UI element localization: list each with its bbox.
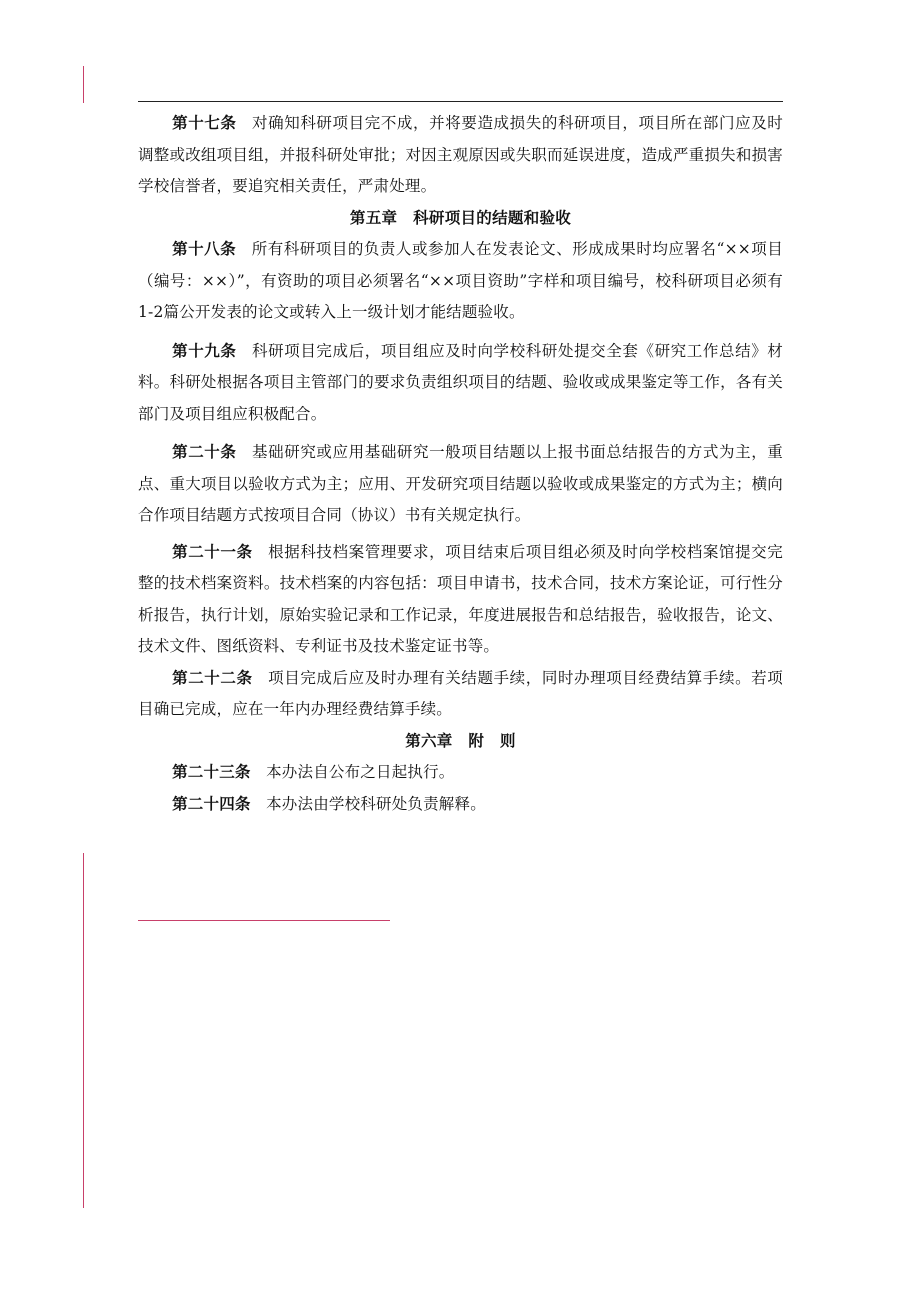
article-label: 第二十一条	[172, 542, 253, 561]
article-label: 第十七条	[172, 114, 237, 132]
article-21	[138, 537, 783, 663]
chapter-5-heading: 第五章 科研项目的结题和验收	[349, 208, 572, 227]
article-24	[138, 789, 783, 821]
article-text: 所有科研项目的负责人或参加人在发表论文、形成成果时均应署名“××项目（编号：××）”，有资助的项目必须署名“××项目资助”字样和项目编号，校科研项目必须有1-2篇公开发表的论文或转入上一级计划才能结题验收。	[138, 240, 783, 321]
chapter-6-heading: 第六章 附 则	[405, 731, 516, 750]
article-label: 第十九条	[172, 341, 237, 360]
article-text: 本办法自公布之日起执行。	[266, 763, 455, 781]
document-body	[138, 108, 783, 820]
article-label: 第二十三条	[172, 763, 251, 781]
article-23	[138, 757, 783, 789]
article-label: 第十八条	[172, 240, 237, 258]
article-text: 根据科技档案管理要求，项目结束后项目组必须及时向学校档案馆提交完整的技术档案资料。技术档案的内容包括：项目申请书，技术合同，技术方案论证，可行性分析报告，执行计划，原始实验记录和工作记录，年度进展报告和总结报告，验收报告，论文、技术文件、图纸资料、专利证书及技术鉴定证书等。	[138, 542, 783, 655]
article-text: 项目完成后应及时办理有关结题手续，同时办理项目经费结算手续。若项目确已完成，应在一年内办理经费结算手续。	[138, 668, 783, 718]
article-label: 第二十条	[172, 443, 237, 461]
article-text: 本办法由学校科研处负责解释。	[266, 794, 486, 813]
footnote-rule	[138, 920, 390, 921]
article-text: 基础研究或应用基础研究一般项目结题以上报书面总结报告的方式为主，重点、重大项目以验收方式为主；应用、开发研究项目结题以验收或成果鉴定的方式为主；横向合作项目结题方式按项目合同（协议）书有关规定执行。	[138, 443, 783, 524]
article-20	[138, 437, 783, 532]
left-margin-mark-bottom	[83, 853, 84, 1208]
article-label: 第二十四条	[172, 794, 251, 813]
article-22	[138, 663, 783, 726]
article-text: 对确知科研项目完不成，并将要造成损失的科研项目，项目所在部门应及时调整或改组项目组，并报科研处审批；对因主观原因或失职而延误进度，造成严重损失和损害学校信誉者，要追究相关责任，严肃处理。	[138, 114, 783, 195]
article-17	[138, 108, 783, 203]
header-rule	[138, 101, 783, 102]
article-text: 科研项目完成后，项目组应及时向学校科研处提交全套《研究工作总结》材料。科研处根据各项目主管部门的要求负责组织项目的结题、验收或成果鉴定等工作，各有关部门及项目组应积极配合。	[138, 341, 783, 423]
article-label: 第二十二条	[172, 668, 253, 687]
left-margin-mark-top	[83, 66, 84, 103]
article-19	[138, 336, 783, 431]
article-18	[138, 234, 783, 329]
